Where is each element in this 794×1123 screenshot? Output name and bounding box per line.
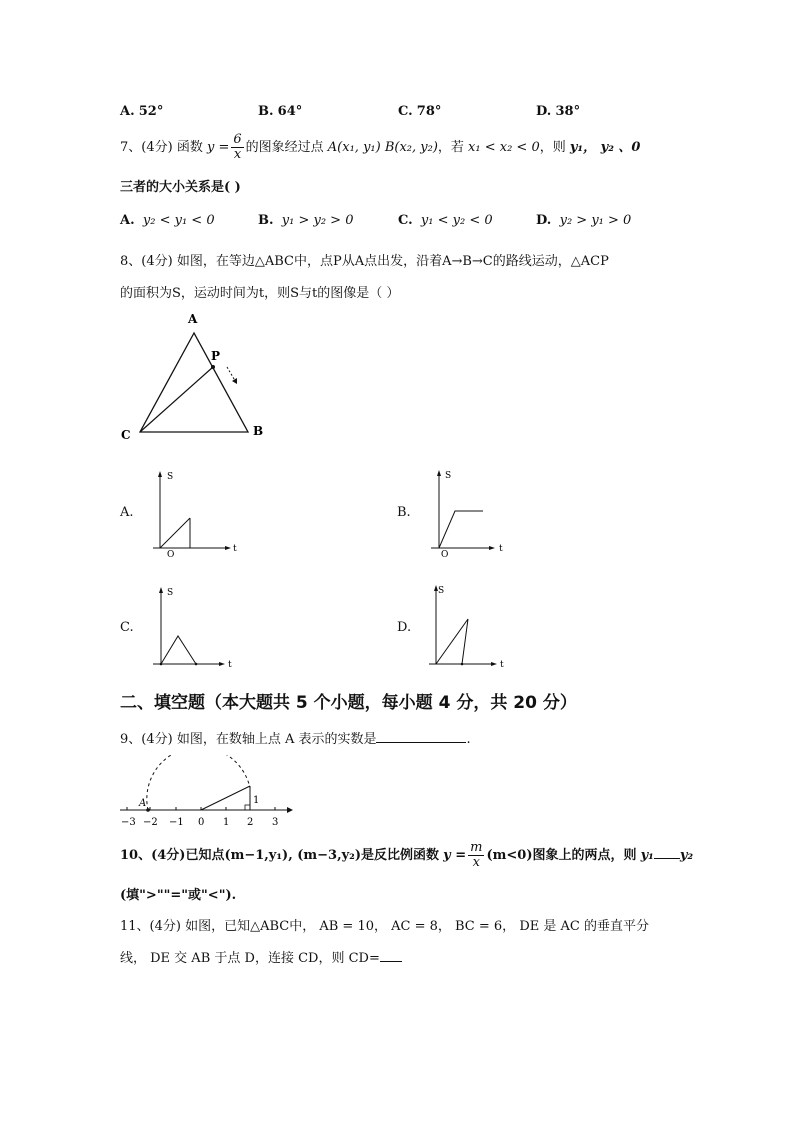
q6-option-a: A. 52° (120, 104, 164, 119)
section-2-title: 二、填空题（本大题共 5 个小题，每小题 4 分，共 20 分） (120, 693, 577, 713)
svg-text:−2: −2 (143, 817, 158, 828)
svg-text:3: 3 (272, 817, 279, 828)
q8-graph-c-letter: C. (120, 620, 134, 635)
svg-text:t: t (228, 660, 232, 670)
svg-text:S: S (167, 472, 174, 482)
q7-option-d: D. y₂ > y₁ > 0 (536, 213, 632, 228)
q8-line2: 的面积为S，运动时间为t，则S与t的图像是（ ） (120, 286, 400, 301)
q8-graph-b-letter: B. (397, 505, 411, 520)
q7-stem: 7、(4分) 函数 y = $\frac{6}{x}$ 的图象经过点 A(x₁, y₁) B(x₂, y₂)，若 x₁ < x₂ < 0，则 y₁， y₂ 、0 (120, 132, 641, 162)
q6-option-d: D. 38° (536, 104, 581, 119)
q8-graph-d (425, 583, 525, 673)
q7-option-a: A. y₂ < y₁ < 0 (120, 213, 215, 228)
q8-graph-d-letter: D. (397, 620, 412, 635)
q11-line1: 11、(4分) 如图，已知△ABC中， AB = 10， AC = 8， BC = 6， DE 是 AC 的垂直平分 (120, 919, 649, 934)
svg-text:2: 2 (247, 817, 254, 828)
hypotenuse (201, 786, 250, 810)
q7-option-c: C. y₁ < y₂ < 0 (398, 213, 493, 228)
label-b: B (253, 424, 264, 438)
q8-graph-c (145, 583, 245, 673)
svg-text:S: S (438, 586, 445, 596)
label-c: C (121, 428, 131, 442)
q9-stem: 9、(4分) 如图，在数轴上点 A 表示的实数是 . (120, 732, 471, 747)
q8-graph-a-letter: A. (120, 505, 134, 520)
q7-option-b: B. y₁ > y₂ > 0 (258, 213, 354, 228)
svg-text:t: t (233, 544, 237, 554)
q11-answer-blank (380, 949, 402, 962)
q8-graph-a (145, 468, 245, 558)
svg-text:−1: −1 (169, 817, 184, 828)
q9-answer-blank (376, 730, 466, 743)
q8-triangle-figure (110, 305, 280, 445)
label-p: P (211, 349, 221, 363)
svg-text:S: S (167, 588, 174, 598)
q9-number-line (112, 755, 302, 830)
q6-option-b: B. 64° (258, 104, 303, 119)
q7-fraction: $\frac{6}{x}$ (233, 132, 242, 162)
motion-arrow-head (232, 378, 237, 384)
q10-answer-blank (654, 846, 680, 859)
q10-stem: 10、(4分)已知点(m−1,y₁), (m−3,y₂)是反比例函数 y = $\frac{m}{x}$ (m<0)图象上的两点，则 y₁ y₂ (120, 840, 694, 870)
q11-line2: 线， DE 交 AB 于点 D，连接 CD，则 CD= (120, 947, 402, 966)
label-a: A (188, 312, 198, 326)
q8-graph-b (425, 468, 525, 558)
point-a (146, 808, 150, 812)
svg-text:1: 1 (253, 795, 260, 806)
q8-line1: 8、(4分) 如图，在等边△ABC中，点P从A点出发，沿着A→B→C的路线运动，△ACP (120, 254, 609, 269)
q10-fraction: $\frac{m}{x}$ (470, 840, 483, 870)
q6-option-c: C. 78° (398, 104, 442, 119)
svg-text:1: 1 (223, 817, 230, 828)
q7-line2: 三者的大小关系是( ) (120, 180, 241, 195)
svg-text:A: A (139, 798, 147, 809)
svg-text:0: 0 (198, 817, 205, 828)
point-p (211, 365, 215, 369)
svg-text:S: S (445, 471, 452, 481)
compass-arc (147, 755, 250, 810)
svg-text:−3: −3 (121, 817, 136, 828)
svg-text:O: O (167, 550, 175, 558)
svg-text:O: O (441, 550, 449, 558)
segment-cp (140, 367, 213, 432)
svg-text:t: t (500, 660, 504, 670)
svg-text:t: t (499, 544, 503, 554)
q10-line2: (填">""="或"<"). (120, 888, 237, 903)
